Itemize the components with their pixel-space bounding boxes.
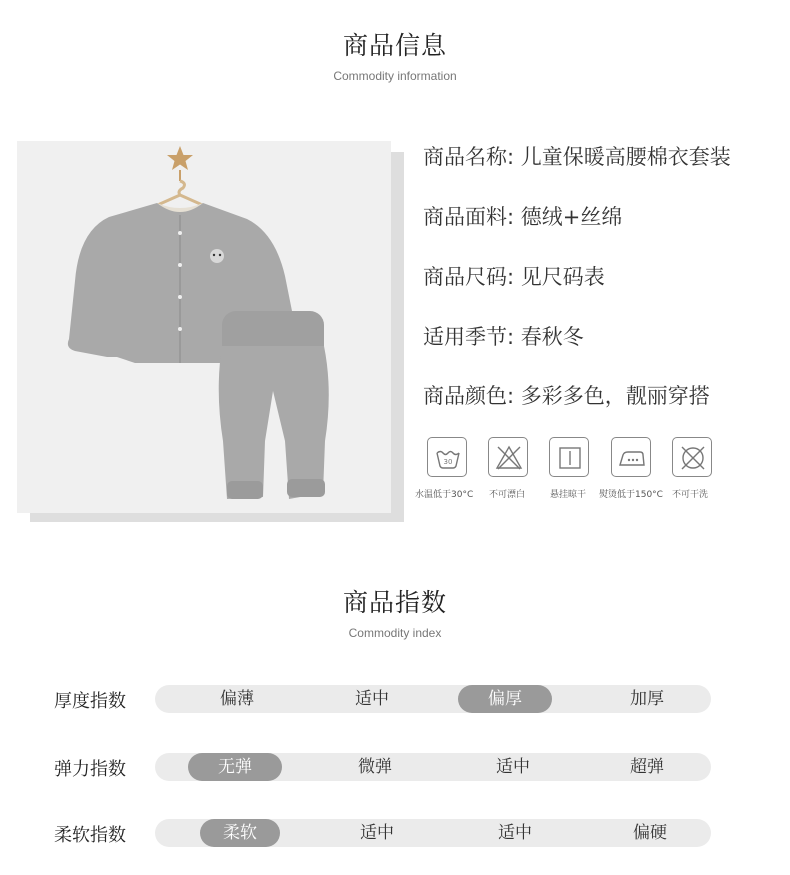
wash-temp-badge: 30	[443, 458, 453, 466]
care-label: 水温低于30°C	[415, 490, 474, 500]
wash-30-icon	[427, 437, 467, 477]
info-label: 商品名称:	[423, 145, 515, 169]
index-section-title: 商品指数	[342, 588, 447, 617]
info-label: 商品颜色:	[423, 384, 515, 408]
thickness-option: 偏厚	[458, 685, 552, 713]
softness-index-label: 柔软指数	[54, 825, 126, 846]
info-row-fabric	[423, 201, 622, 231]
info-section-title: 商品信息	[342, 31, 447, 60]
softness-option: 适中	[360, 823, 394, 843]
thickness-index-label: 厚度指数	[54, 691, 126, 712]
info-value: 见尺码表	[520, 265, 605, 289]
care-label: 不可漂白	[489, 490, 526, 500]
info-row-name	[423, 141, 731, 171]
elasticity-option: 超弹	[630, 757, 664, 777]
info-value: 多彩多色，靓丽穿搭	[520, 384, 710, 408]
info-row-season	[423, 321, 584, 351]
thickness-option: 加厚	[630, 689, 664, 709]
softness-option: 偏硬	[633, 823, 667, 843]
thickness-option: 偏薄	[220, 689, 254, 709]
elasticity-option: 适中	[496, 757, 530, 777]
pants	[219, 311, 329, 499]
info-label: 适用季节:	[423, 325, 515, 349]
info-row-color	[423, 380, 710, 410]
care-label: 悬挂晾干	[550, 490, 587, 500]
softness-option: 适中	[498, 823, 532, 843]
no-bleach-icon	[488, 437, 528, 477]
info-value: 春秋冬	[520, 325, 584, 349]
elasticity-index-track	[155, 753, 711, 781]
info-label: 商品尺码:	[423, 265, 515, 289]
thickness-option: 适中	[355, 689, 389, 709]
elasticity-option: 无弹	[188, 753, 282, 781]
thickness-index-track	[155, 685, 711, 713]
index-section-subtitle: Commodity index	[348, 626, 442, 640]
elasticity-option: 微弹	[358, 757, 392, 777]
product-image	[17, 141, 391, 513]
hang-dry-icon	[549, 437, 589, 477]
info-label: 商品面料:	[423, 205, 515, 229]
iron-150-icon	[611, 437, 651, 477]
info-row-size	[423, 261, 605, 291]
softness-index-track	[155, 819, 711, 847]
elasticity-index-label: 弹力指数	[54, 759, 126, 780]
no-dry-clean-icon	[672, 437, 712, 477]
care-label: 不可干洗	[672, 490, 709, 500]
softness-option: 柔软	[200, 819, 280, 847]
star-ornament	[167, 146, 193, 170]
info-section-subtitle: Commodity information	[333, 69, 457, 83]
care-label: 熨烫低于150°C	[599, 490, 663, 500]
info-value: 德绒+丝绵	[520, 205, 623, 229]
info-value: 儿童保暖高腰棉衣套装	[520, 145, 731, 169]
